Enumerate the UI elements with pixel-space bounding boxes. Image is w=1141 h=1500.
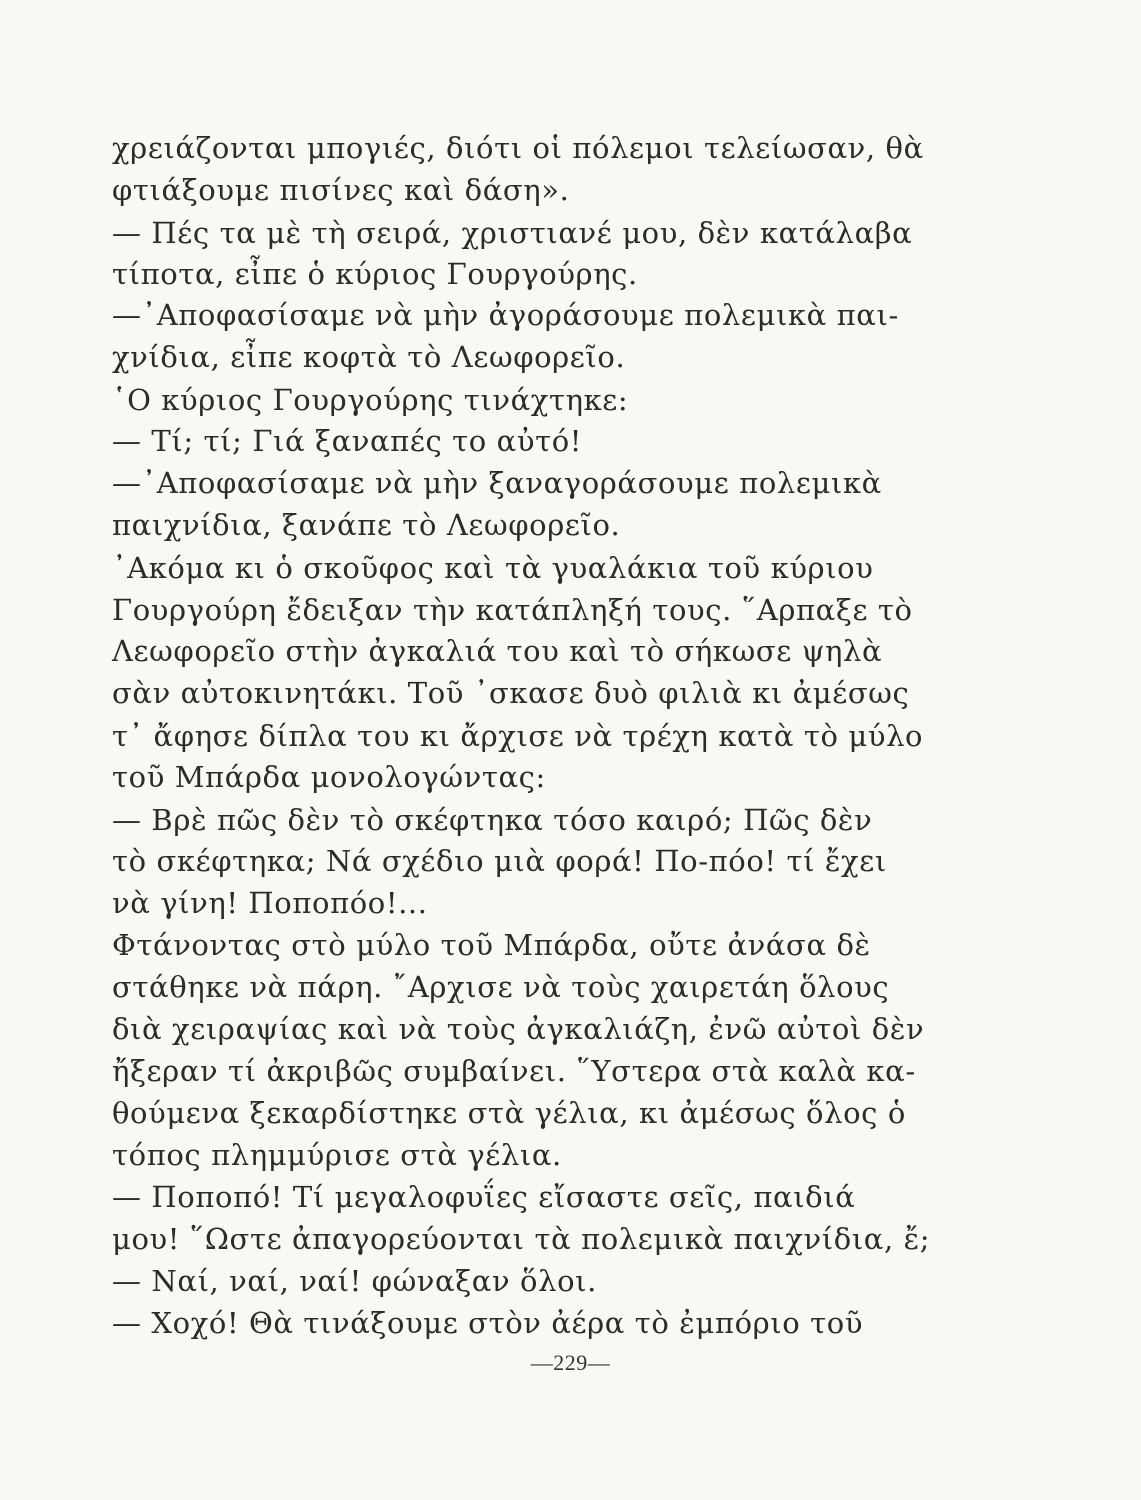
text-line: τὸ σκέφτηκα; Νά σχέδιο μιὰ φορά! Πο-πόο! τί ἔχει — [112, 844, 887, 878]
text-line: χνίδια, εἶπε κοφτὰ τὸ Λεωφορεῖο. — [112, 340, 626, 374]
page-number: —229— — [530, 1350, 611, 1375]
text-line: —᾿Αποφασίσαμε νὰ μὴν ξαναγοράσουμε πολεμικὰ — [112, 466, 882, 500]
text-line: — Βρὲ πῶς δὲν τὸ σκέφτηκα τόσο καιρό; Πῶς δὲν — [112, 803, 873, 837]
text-line: τόπος πλημμύρισε στὰ γέλια. — [112, 1138, 562, 1172]
text-line: — Χοχό! Θὰ τινάξουμε στὸν ἀέρα τὸ ἐμπόριο τοῦ — [112, 1306, 864, 1340]
text-line: ῾Ο κύριος Γουργούρης τινάχτηκε: — [112, 383, 629, 417]
text-line: σὰν αὐτοκινητάκι. Τοῦ ᾿σκασε δυὸ φιλιὰ κι ἀμέσως — [112, 676, 910, 710]
text-line: τ᾿ ἄφησε δίπλα του κι ἄρχισε νὰ τρέχη κατὰ τὸ μύλο — [112, 719, 924, 753]
text-line: ᾿Ακόμα κι ὁ σκοῦφος καὶ τὰ γυαλάκια τοῦ κύριου — [112, 551, 874, 585]
text-line: διὰ χειραψίας καὶ νὰ τοὺς ἀγκαλιάζη, ἐνῶ αὐτοὶ δὲν — [112, 1012, 925, 1046]
text-line: χρειάζονται μπογιές, διότι οἱ πόλεμοι τελείωσαν, θὰ — [112, 131, 924, 165]
text-line: —᾿Αποφασίσαμε νὰ μὴν ἀγοράσουμε πολεμικὰ παι- — [112, 298, 899, 332]
text-line: μου! ῞Ωστε ἀπαγορεύονται τὰ πολεμικὰ παιχνίδια, ἔ; — [112, 1222, 931, 1256]
text-line: νὰ γίνη! Ποποπόο!... — [112, 886, 428, 920]
text-line: Φτάνοντας στὸ μύλο τοῦ Μπάρδα, οὔτε ἀνάσα δὲ — [112, 928, 871, 962]
text-line: τοῦ Μπάρδα μονολογώντας: — [112, 760, 546, 794]
text-line: — Τί; τί; Γιά ξαναπές το αὐτό! — [112, 424, 583, 458]
text-line: στάθηκε νὰ πάρη. ῎Αρχισε νὰ τοὺς χαιρετάη ὅλους — [112, 970, 890, 1004]
text-line: — Ποποπό! Τί μεγαλοφυΐες εἴσαστε σεῖς, παιδιά — [112, 1180, 856, 1214]
text-line: θούμενα ξεκαρδίστηκε στὰ γέλια, κι ἀμέσως ὅλος ὁ — [112, 1096, 906, 1130]
text-line: Λεωφορεῖο στὴν ἀγκαλιά του καὶ τὸ σήκωσε ψηλὰ — [112, 634, 883, 668]
text-line: παιχνίδια, ξανάπε τὸ Λεωφορεῖο. — [112, 508, 621, 542]
text-line: φτιάξουμε πισίνες καὶ δάση». — [112, 173, 570, 207]
text-line: — Πές τα μὲ τὴ σειρά, χριστιανέ μου, δὲν κατάλαβα — [112, 216, 913, 250]
text-line: — Ναί, ναί, ναί! φώναξαν ὅλοι. — [112, 1264, 597, 1298]
text-line: ἤξεραν τί ἀκριβῶς συμβαίνει. ῞Υστερα στὰ καλὰ κα- — [112, 1054, 916, 1088]
text-line: Γουργούρη ἔδειξαν τὴν κατάπληξή τους. ῞Αρπαξε τὸ — [112, 593, 913, 627]
text-line: τίποτα, εἶπε ὁ κύριος Γουργούρης. — [112, 257, 638, 291]
